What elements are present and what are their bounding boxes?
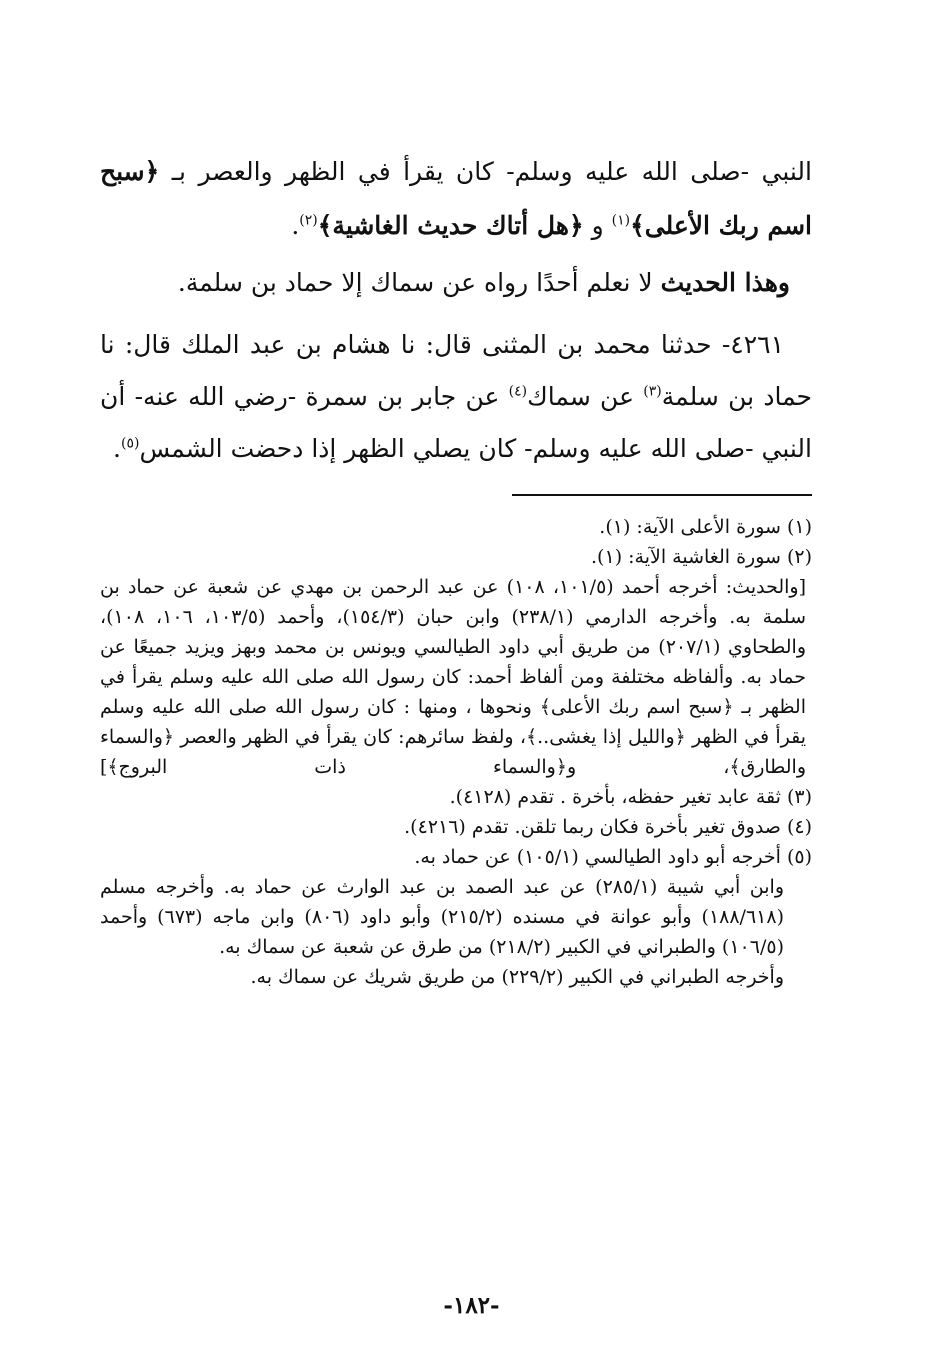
- footnote-2-text: سورة الغاشية الآية: (١).: [591, 546, 781, 568]
- quran-verse-ghashiya: ﴿هل أتاك حديث الغاشية﴾: [317, 211, 584, 240]
- footnote-ref-1: (١): [611, 212, 631, 229]
- footnote-5-last: [100, 962, 812, 992]
- paragraph-continuation: [100, 145, 812, 253]
- footnote-ref-4: (٤): [508, 383, 528, 400]
- conjunction: و: [583, 211, 612, 240]
- footnote-3-number: (٣): [786, 786, 812, 808]
- hadith-matn: عن جابر بن سمرة -رضي الله عنه- أن النبي -صلى الله عليه وسلم- كان يصلي الظهر إذا دحضت الشمس: [100, 382, 812, 463]
- note-text: لا نعلم أحدًا رواه عن سماك إلا حماد بن سلمة.: [177, 268, 661, 297]
- editor-addition-text: [والحديث: أخرجه أحمد (١٠١/٥، ١٠٨) عن عبد الرحمن بن مهدي عن شعبة عن حماد بن سلمة به. وأخرجه الدارمي (٢٣٨/١) وابن حبان (١٥٤/٣)، وأحمد (١٠٣/٥، ١٠٦، ١٠٨)، والطحاوي (٢٠٧/١) من طريق أبي داود الطيالسي ويونس بن محمد وبهز ويزيد جميعًا عن حماد به. وألفاظه مختلفة ومن ألفاظ أحمد: كان رسول الله صلى الله عليه وسلم يقرأ في الظهر بـ ﴿سبح اسم ربك الأعلى﴾ ونحوها ، ومنها : كان رسول الله صلى الله عليه وسلم يقرأ في الظهر ﴿والليل إذا يغشى..﴾، ولفظ سائرهم: كان يقرأ في الظهر والعصر ﴿والسماء والطارق﴾، و﴿والسماء ذات البروج﴾]: [100, 576, 807, 778]
- page-number: -١٨٢-: [443, 1292, 500, 1319]
- footnote-ref-2: (٢): [299, 212, 318, 229]
- footnote-5-text: أخرجه أبو داود الطيالسي (١٠٥/١) عن حماد به.: [414, 846, 781, 868]
- footnote-2: [100, 542, 812, 572]
- footnote-3-text: ثقة عابد تغير حفظه، بأخرة . تقدم (٤١٢٨).: [449, 786, 781, 808]
- footnote-ref-5: (٥): [120, 435, 140, 452]
- hadith-4261: [100, 319, 812, 475]
- footnotes: [100, 512, 812, 992]
- footnote-3: [100, 782, 812, 812]
- hadith-end: .: [113, 434, 121, 463]
- note-bold-lead: وهذا الحديث: [660, 268, 790, 297]
- para1-end: .: [291, 211, 300, 240]
- footnote-4-text: صدوق تغير بأخرة فكان ربما تلقن. تقدم (٤٢١٦).: [404, 816, 781, 838]
- hadith-isnad-b: عن سماك: [527, 382, 644, 411]
- footnote-2-number: (٢): [786, 546, 812, 568]
- footnote-5: [100, 842, 812, 872]
- footnote-5-number: (٥): [786, 846, 812, 868]
- main-text: [100, 145, 812, 475]
- footnote-1: [100, 512, 812, 542]
- footnote-ref-3: (٣): [643, 383, 662, 400]
- footnote-1-text: سورة الأعلى الآية: (١).: [599, 516, 781, 538]
- footnote-1-number: (١): [786, 516, 812, 538]
- quran-verse-a-la: ﴿سبح اسم ربك الأعلى﴾: [100, 157, 812, 240]
- footnote-5-last-text: وأخرجه الطبراني في الكبير (٢٢٩/٢) من طريق شريك عن سماك به.: [250, 966, 784, 988]
- footnote-4: [100, 812, 812, 842]
- footnote-5-continuation: [100, 872, 812, 962]
- footnote-separator: [512, 494, 812, 496]
- footnote-2-editor-addition: [100, 572, 812, 782]
- footnote-4-number: (٤): [786, 816, 812, 838]
- footnote-5-continuation-text: وابن أبي شيبة (٢٨٥/١) عن عبد الصمد بن عبد الوارث عن حماد به. وأخرجه مسلم (١٨٨/٦١٨) وأبو عوانة في مسنده (٢١٥/٢) وأبو داود (٨٠٦) وابن ماجه (٦٧٣) وأحمد (١٠٦/٥) والطبراني في الكبير (٢١٨/٢) من طرق عن شعبة عن سماك به.: [100, 876, 784, 958]
- hadith-isnad-a: ٤٢٦١- حدثنا محمد بن المثنى قال: نا هشام بن عبد الملك قال: نا حماد بن سلمة: [100, 330, 813, 411]
- para1-lead: النبي -صلى الله عليه وسلم- كان يقرأ في الظهر والعصر بـ: [171, 157, 812, 186]
- author-note: [100, 257, 812, 309]
